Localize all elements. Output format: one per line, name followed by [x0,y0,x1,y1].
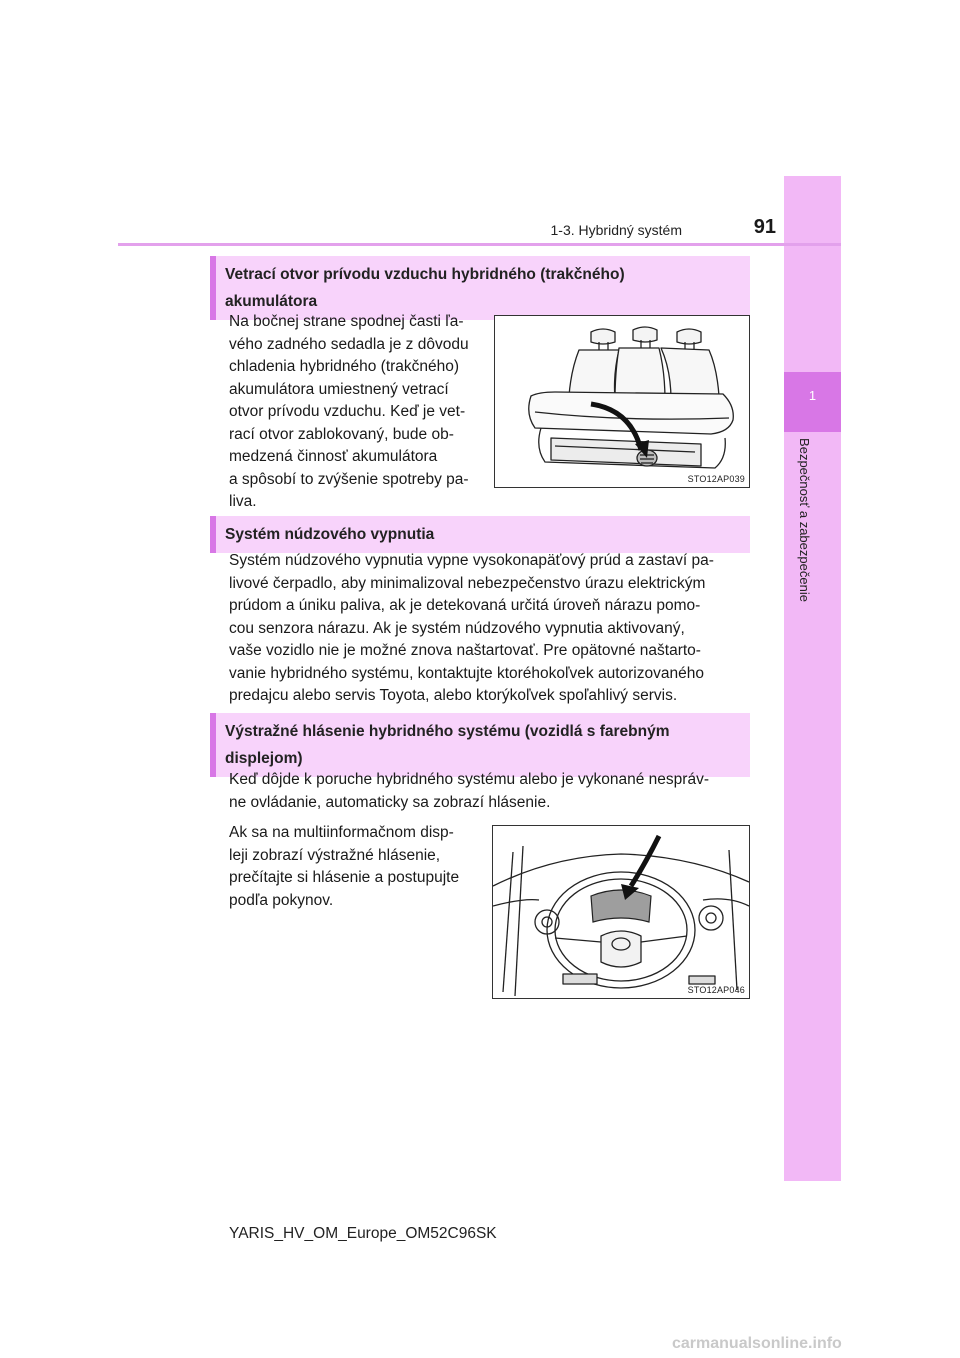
text-line: Na bočnej strane spodnej časti ľa- [229,313,464,330]
heading-line: Vetrací otvor prívodu vzduchu hybridného (trakčného) [225,266,625,283]
figure-code: STO12AP039 [687,474,745,484]
text-line: chladenia hybridného (trakčného) [229,358,460,375]
heading-line: akumulátora [225,293,318,310]
text-line: leji zobrazí výstražné hlásenie, [229,846,441,864]
text-line: livové čerpadlo, aby minimalizoval nebezpečenstvo úrazu elektrickým [229,574,706,592]
text-line: Systém núdzového vypnutia vypne vysokonapäťový prúd a zastaví pa- [229,552,714,569]
text-line: vého zadného sedadla je z dôvodu [229,335,469,353]
text-line: liva. [229,493,257,510]
text-line: vanie hybridného systému, kontaktujte ktoréhokoľvek autorizovaného [229,664,704,682]
page-number: 91 [753,216,776,238]
heading-emergency-shutoff [210,516,750,553]
watermark: carmanualsonline.info [672,1335,842,1352]
text-line: prečítajte si hlásenie a postupujte [229,869,460,886]
text-line: akumulátora umiestnený vetrací [229,380,449,398]
text-line: cou senzora nárazu. Ak je systém núdzového vypnutia aktivovaný, [229,619,685,637]
text-line: rací otvor zablokovaný, bude ob- [229,425,454,443]
text-line: predajcu alebo servis Toyota, alebo ktorýkoľvek spoľahlivý servis. [229,687,678,704]
text-line: podľa pokynov. [229,891,334,909]
document-code: YARIS_HV_OM_Europe_OM52C96SK [229,1225,497,1242]
dashboard-figure [492,825,750,999]
air-vent-paragraph [229,311,488,514]
emergency-shutoff-paragraph [229,550,750,708]
figure-code: STO12AP046 [687,985,745,995]
text-line: otvor prívodu vzduchu. Keď je vet- [229,403,466,420]
warning-paragraph-1 [229,769,750,814]
heading-warning-message [210,713,750,777]
header-rule [118,243,841,246]
chapter-label: Bezpečnosť a zabezpečenie [797,438,812,602]
text-line: Keď dôjde k poruche hybridného systému alebo je vykonané nespráv- [229,771,709,788]
text-line: medzená činnosť akumulátora [229,448,438,465]
chapter-tab-strip [784,176,841,1181]
warning-paragraph-2 [229,822,477,912]
text-line: prúdom a úniku paliva, ak je detekovaná určitá úroveň nárazu pomo- [229,597,701,614]
text-line: vaše vozidlo nie je možné znova naštartovať. Pre opätovné naštarto- [229,642,701,659]
text-line: Ak sa na multiinformačnom disp- [229,824,454,841]
rear-seat-figure [494,315,750,488]
chapter-number: 1 [808,388,817,403]
heading-line: Výstražné hlásenie hybridného systému (vozidlá s farebným [225,723,670,740]
rear-seat-illustration [495,316,749,487]
section-title: 1-3. Hybridný systém [550,222,682,238]
text-line: ne ovládanie, automaticky sa zobrazí hlásenie. [229,793,551,811]
text-line: a spôsobí to zvýšenie spotreby pa- [229,470,469,488]
heading-line: Systém núdzového vypnutia [225,526,435,543]
dashboard-illustration [493,826,749,998]
heading-line: displejom) [225,750,303,767]
